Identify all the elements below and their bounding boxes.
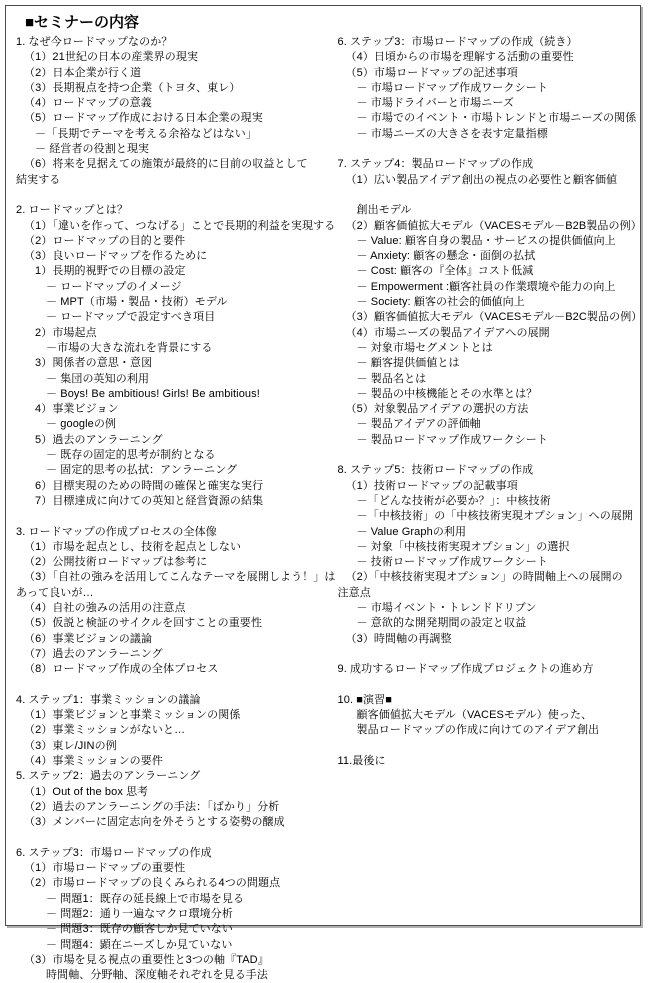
- outline-line: （8）ロードマップ作成の全体プロセス: [24, 663, 219, 676]
- outline-line: （3）東レ/JINの例: [24, 739, 117, 752]
- outline-line: （6）事業ビジョンの議論: [24, 632, 153, 645]
- outline-line: （3）「自社の強みを活用してこんなテーマを展開しよう！」は: [24, 571, 336, 584]
- outline-line: （6）将来を見据えての施策が最終的に目前の収益として: [24, 158, 308, 171]
- outline-line: － 製品ロードマップ作成ワークシート: [356, 433, 548, 446]
- outline-line: － 市場ニーズの大きさを表す定量指標: [356, 127, 548, 140]
- outline-line: （3）時間軸の再調整: [345, 632, 452, 645]
- outline-line: － Cost: 顧客の『全体』コスト低減: [356, 265, 534, 278]
- outline-line: － 問題1：既存の延長線上で市場を見る: [46, 892, 245, 905]
- outline-line: 1）長期的視野での目標の設定: [35, 265, 186, 278]
- outline-line: － 集団の英知の利用: [46, 372, 150, 385]
- outline-line: （4）自社の強みの活用の注意点: [24, 601, 186, 614]
- outline-spacer: [16, 677, 336, 692]
- outline-line: － 技術ロードマップ作成ワークシート: [356, 556, 548, 569]
- outline-line: －市場の大きな流れを背景にする: [46, 341, 213, 354]
- outline-line: （4）ロードマップの意義: [24, 97, 152, 110]
- outline-line: 6. ステップ3：市場ロードマップの作成（続き）: [337, 36, 578, 48]
- page-title: ■セミナーの内容: [25, 14, 140, 31]
- outline-line: － Value Graphの利用: [356, 525, 467, 538]
- outline-line: 7）目標達成に向けての英知と経営資源の結集: [35, 494, 264, 507]
- outline-spacer: [338, 739, 638, 754]
- outline-line: － 問題2：通り一遍なマクロ環境分析: [46, 907, 233, 920]
- outline-line: （7）過去のアンラーニング: [24, 647, 163, 660]
- outline-line: （1）Out of the box 思考: [24, 785, 149, 798]
- outline-line: － 問題4：顕在ニーズしか見ていない: [46, 938, 233, 951]
- outline-line: （1）21世紀の日本の産業界の現実: [24, 51, 199, 64]
- outline-spacer: [338, 188, 638, 203]
- outline-line: － ロードマップのイメージ: [46, 280, 182, 293]
- outline-line: （4）市場ニーズの製品アイデアへの展開: [345, 326, 550, 339]
- outline-line: 10. ■演習■: [337, 693, 392, 706]
- outline-line: 時間軸、分野軸、深度軸それぞれを見る手法: [46, 969, 268, 982]
- outline-line: 2. ロードマップとは？: [16, 204, 128, 217]
- outline-line: （2）公開技術ロードマップは参考に: [24, 556, 208, 569]
- outline-line: － 問題3：既存の顧客しか見ていない: [46, 923, 233, 936]
- outline-column-right: [337, 35, 643, 769]
- outline-line: － 意欲的な開発期間の設定と収益: [356, 617, 527, 630]
- outline-line: － 製品の中核機能とその水準とは？: [356, 387, 538, 400]
- outline-line: （5）対象製品アイデアの選択の方法: [345, 403, 529, 416]
- outline-line: （2）「中核技術実現オプション」の時間軸上への展開の: [345, 571, 623, 584]
- outline-line: （4）日頃からの市場を理解する活動の重要性: [345, 51, 574, 64]
- outline-line: （3）顧客価値拡大モデル（VACESモデル－B2C製品の例）: [345, 311, 643, 324]
- outline-line: 5）過去のアンラーニング: [35, 433, 163, 446]
- outline-line: － ロードマップで設定すべき項目: [46, 311, 216, 324]
- outline-column-left: [16, 35, 338, 983]
- outline-spacer: [338, 677, 638, 692]
- outline-line: 結実する: [16, 173, 61, 186]
- outline-line: －「長期でテーマを考える余裕などはない」: [35, 127, 257, 140]
- outline-line: － 既存の固定的思考が制約となる: [46, 449, 216, 462]
- outline-line: （3）良いロードマップを作るために: [24, 250, 208, 263]
- outline-line: （3）長期視点を持つ企業（トヨタ、東レ）: [24, 81, 241, 94]
- outline-line: 8. ステップ5：技術ロードマップの作成: [337, 464, 534, 477]
- outline-line: － Value: 顧客自身の製品・サービスの提供価値向上: [356, 234, 616, 247]
- outline-line: 9. 成功するロードマップ作成プロジェクトの進め方: [337, 663, 594, 676]
- outline-line: － 経営者の役割と現実: [35, 143, 150, 156]
- outline-line: 3. ロードマップの作成プロセスの全体像: [16, 525, 217, 538]
- outline-spacer: [338, 142, 638, 157]
- outline-line: － 固定的思考の払拭：アンラーニング: [46, 464, 238, 477]
- outline-line: －「中核技術」の「中核技術実現オプション」への展開: [356, 510, 634, 523]
- outline-line: － 顧客提供価値とは: [356, 357, 460, 370]
- outline-line: － 市場ロードマップ作成ワークシート: [356, 81, 548, 94]
- outline-line: （1）広い製品アイデア創出の視点の必要性と顧客価値: [345, 173, 618, 186]
- outline-line: （3）メンバーに固定志向を外そうとする姿勢の醸成: [24, 816, 285, 829]
- outline-line: （2）市場ロードマップの良くみられる4つの問題点: [24, 877, 281, 890]
- outline-line: － 市場ドライバーと市場ニーズ: [356, 97, 514, 110]
- outline-line: 1. なぜ今ロードマップなのか？: [16, 36, 173, 48]
- outline-line: 6）目標実現のための時間の確保と確実な実行: [35, 479, 264, 492]
- outline-line: （2）日本企業が行く道: [24, 66, 142, 79]
- outline-spacer: [16, 188, 336, 203]
- outline-line: （5）仮説と検証のサイクルを回すことの重要性: [24, 617, 262, 630]
- outline-line: 5. ステップ2：過去のアンラーニング: [16, 770, 201, 783]
- outline-line: － 対象「中核技術実現オプション」の選択: [356, 540, 570, 553]
- outline-line: － Society: 顧客の社会的価値向上: [356, 296, 525, 309]
- outline-line: 創出モデル: [356, 204, 412, 217]
- outline-line: （3）市場を見る視点の重要性と3つの軸『TAD』: [24, 953, 269, 966]
- outline-line: 4）事業ビジョン: [35, 403, 119, 416]
- outline-spacer: [16, 830, 336, 845]
- outline-spacer: [338, 448, 638, 463]
- outline-line: － googleの例: [46, 418, 117, 431]
- outline-columns: [16, 35, 643, 983]
- outline-line: － Anxiety: 顧客の懸念・面倒の払拭: [356, 250, 536, 263]
- outline-line: （2）顧客価値拡大モデル（VACESモデル－B2B製品の例）: [345, 219, 642, 232]
- outline-line: － 市場でのイベント・市場トレンドと市場ニーズの関係: [356, 112, 637, 125]
- outline-line: （2）過去のアンラーニングの手法：「ばかり」分析: [24, 800, 280, 813]
- outline-line: （5）市場ロードマップの記述事項: [345, 66, 518, 79]
- outline-spacer: [338, 647, 638, 662]
- outline-line: （1）事業ビジョンと事業ミッションの関係: [24, 709, 241, 722]
- outline-line: （1）市場ロードマップの重要性: [24, 862, 186, 875]
- outline-line: 3）関係者の意思・意図: [35, 357, 153, 370]
- outline-line: 顧客価値拡大モデル（VACESモデル）使った、: [356, 709, 593, 722]
- outline-line: 注意点: [337, 586, 371, 599]
- outline-line: （1）「違いを作って、つなげる」ことで長期的利益を実現する: [24, 219, 336, 232]
- outline-line: （5）ロードマップ作成における日本企業の現実: [24, 112, 263, 125]
- outline-line: （1）技術ロードマップの記載事項: [345, 479, 518, 492]
- outline-line: － Boys! Be ambitious! Girls! Be ambitious!: [46, 387, 260, 400]
- outline-spacer: [16, 509, 336, 524]
- outline-line: 4. ステップ1：事業ミッションの議論: [16, 693, 201, 706]
- outline-line: （1）市場を起点とし、技術を起点としない: [24, 540, 242, 553]
- outline-line: 2）市場起点: [35, 326, 97, 339]
- outline-line: 7. ステップ4：製品ロードマップの作成: [337, 158, 534, 171]
- outline-line: 6. ステップ3：市場ロードマップの作成: [16, 846, 212, 859]
- outline-line: － 対象市場セグメントとは: [356, 341, 493, 354]
- outline-line: あって良いが…: [16, 586, 94, 599]
- outline-line: －「どんな技術が必要か？」：中核技術: [356, 494, 551, 507]
- panel-inner: [6, 6, 643, 982]
- outline-line: － 市場イベント・トレンドドリブン: [356, 601, 537, 614]
- seminar-content-panel: [5, 5, 643, 982]
- outline-line: － 製品名とは: [356, 372, 427, 385]
- outline-line: － Empowerment :顧客社員の作業環境や能力の向上: [356, 280, 616, 293]
- outline-line: （2）ロードマップの目的と要件: [24, 234, 186, 247]
- outline-line: 11.最後に: [337, 754, 386, 767]
- outline-line: － 製品アイデアの評価軸: [356, 418, 481, 431]
- outline-line: （4）事業ミッションの要件: [24, 754, 163, 767]
- outline-line: 製品ロードマップの作成に向けてのアイデア創出: [356, 724, 600, 737]
- outline-line: （2）事業ミッションがないと…: [24, 724, 186, 737]
- outline-line: － MPT（市場・製品・技術）モデル: [46, 296, 228, 309]
